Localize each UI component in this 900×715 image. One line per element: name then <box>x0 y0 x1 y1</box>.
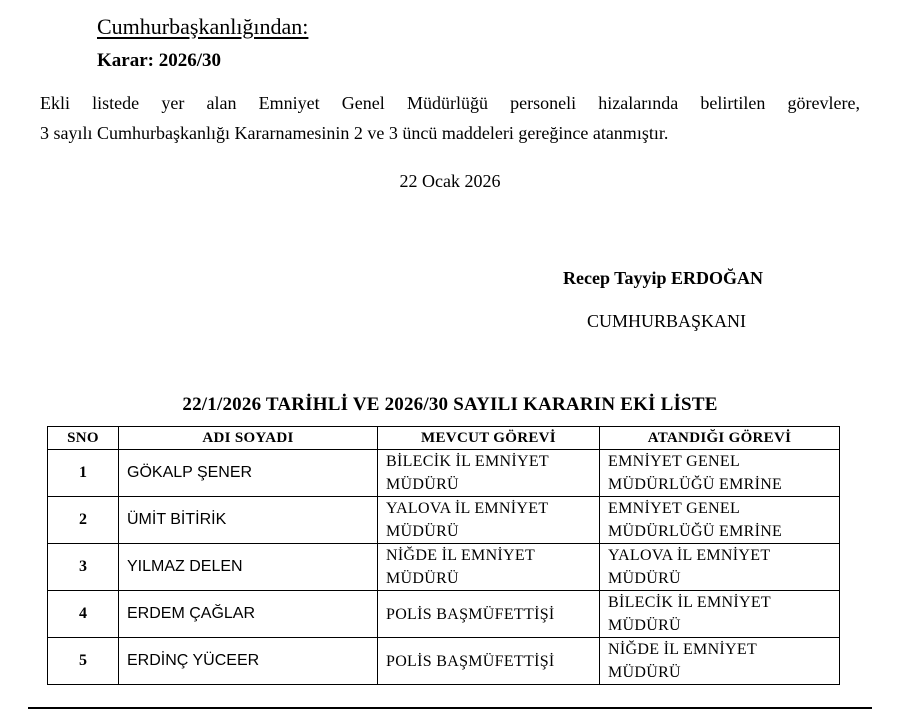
table-header-row <box>48 427 840 450</box>
assigned-position <box>600 544 840 591</box>
assigned-position-line-1: EMNİYET GENEL <box>608 500 741 517</box>
assigned-position-line-2: MÜDÜRLÜĞÜ EMRİNE <box>608 476 783 493</box>
signatory-title: CUMHURBAŞKANI <box>587 311 747 331</box>
column-header-assigned-position: ATANDIĞI GÖREVİ <box>600 427 840 450</box>
decision-text-line-1: Ekli listede yer alan Emniyet Genel Müdürlüğü personeli hizalarında belirtilen görevlere, <box>40 93 860 113</box>
current-position-line-1: BİLECİK İL EMNİYET <box>386 453 549 470</box>
column-header-sno: SNO <box>48 427 119 450</box>
page-bottom-rule <box>28 707 872 709</box>
assigned-position-line-1: NİĞDE İL EMNİYET <box>608 641 758 658</box>
current-position-line-1: NİĞDE İL EMNİYET <box>386 547 536 564</box>
current-position-line-2: MÜDÜRÜ <box>386 570 459 587</box>
current-position <box>378 450 600 497</box>
row-number: 3 <box>48 544 119 591</box>
person-name: YILMAZ DELEN <box>119 544 378 591</box>
current-position <box>378 497 600 544</box>
issuing-authority-heading: Cumhurbaşkanlığından: <box>97 14 309 39</box>
assigned-position-line-2: MÜDÜRÜ <box>608 617 681 634</box>
row-number: 5 <box>48 638 119 685</box>
current-position-line-1: YALOVA İL EMNİYET <box>386 500 549 517</box>
assigned-position <box>600 591 840 638</box>
table-row <box>48 591 840 638</box>
person-name: ERDİNÇ YÜCEER <box>119 638 378 685</box>
assigned-position <box>600 497 840 544</box>
assigned-position-line-2: MÜDÜRÜ <box>608 570 681 587</box>
current-position <box>378 544 600 591</box>
column-header-current-position: MEVCUT GÖREVİ <box>378 427 600 450</box>
person-name: ERDEM ÇAĞLAR <box>119 591 378 638</box>
row-number: 4 <box>48 591 119 638</box>
assigned-position-line-1: YALOVA İL EMNİYET <box>608 547 771 564</box>
decision-date: 22 Ocak 2026 <box>399 171 501 191</box>
current-position-line-2: MÜDÜRÜ <box>386 476 459 493</box>
assigned-position <box>600 638 840 685</box>
assigned-position-line-2: MÜDÜRÜ <box>608 664 681 681</box>
person-name: ÜMİT BİTİRİK <box>119 497 378 544</box>
row-number: 2 <box>48 497 119 544</box>
decision-number: Karar: 2026/30 <box>97 50 222 71</box>
table-row <box>48 497 840 544</box>
assigned-position-line-1: BİLECİK İL EMNİYET <box>608 594 771 611</box>
decision-text-line-2: 3 sayılı Cumhurbaşkanlığı Kararnamesinin 2 ve 3 üncü maddeleri gereğince atanmıştır. <box>40 123 669 143</box>
current-position <box>378 638 600 685</box>
table-row <box>48 450 840 497</box>
assigned-position-line-2: MÜDÜRLÜĞÜ EMRİNE <box>608 523 783 540</box>
assigned-position <box>600 450 840 497</box>
person-name: GÖKALP ŞENER <box>119 450 378 497</box>
current-position-line-1: POLİS BAŞMÜFETTİŞİ <box>386 605 555 623</box>
current-position-line-1: POLİS BAŞMÜFETTİŞİ <box>386 652 555 670</box>
current-position <box>378 591 600 638</box>
assigned-position-line-1: EMNİYET GENEL <box>608 453 741 470</box>
appointment-table <box>47 426 840 685</box>
table-row <box>48 544 840 591</box>
appendix-list-title: 22/1/2026 TARİHLİ VE 2026/30 SAYILI KARARIN EKİ LİSTE <box>182 394 718 415</box>
row-number: 1 <box>48 450 119 497</box>
column-header-name: ADI SOYADI <box>119 427 378 450</box>
signatory-name: Recep Tayyip ERDOĞAN <box>563 268 764 288</box>
current-position-line-2: MÜDÜRÜ <box>386 523 459 540</box>
table-row <box>48 638 840 685</box>
